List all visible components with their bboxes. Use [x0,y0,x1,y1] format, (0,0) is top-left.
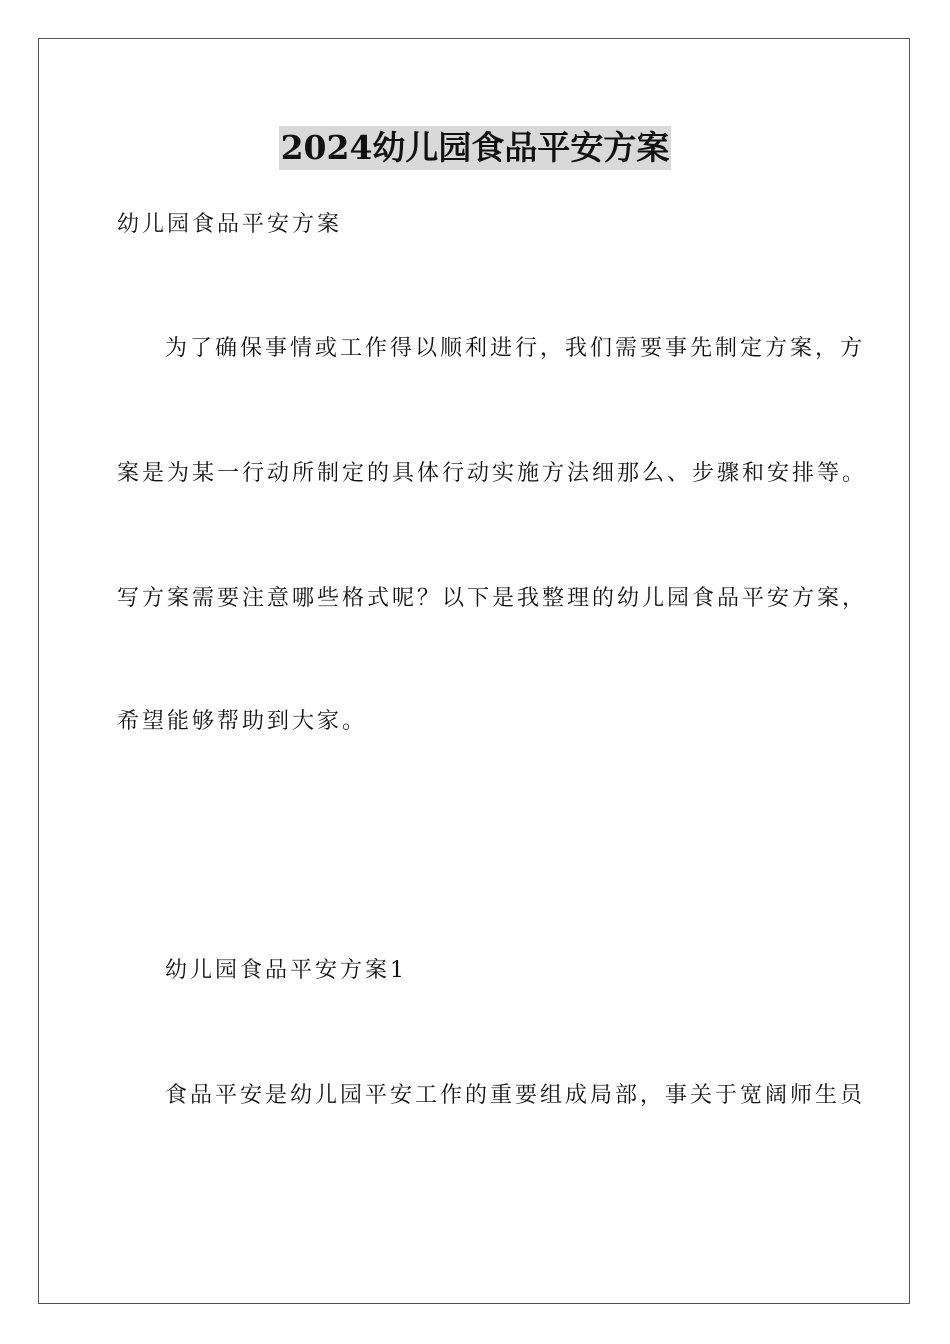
intro-paragraph-line-1: 为了确保事情或工作得以顺利进行，我们需要事先制定方案，方 [165,336,866,361]
intro-paragraph-line-2: 案是为某一行动所制定的具体行动实施方法细那么、步骤和安排等。 [117,461,868,486]
section-heading: 幼儿园食品平安方案1 [165,958,407,983]
intro-paragraph-line-4: 希望能够帮助到大家。 [117,709,368,734]
document-title: 2024幼儿园食品平安方案 [279,126,672,170]
section-paragraph-line-1: 食品平安是幼儿园平安工作的重要组成局部，事关于宽阔师生员 [165,1083,866,1108]
title-container [0,126,950,170]
document-subtitle: 幼儿园食品平安方案 [117,212,343,237]
intro-paragraph-line-3: 写方案需要注意哪些格式呢？以下是我整理的幼儿园食品平安方案， [117,586,868,611]
